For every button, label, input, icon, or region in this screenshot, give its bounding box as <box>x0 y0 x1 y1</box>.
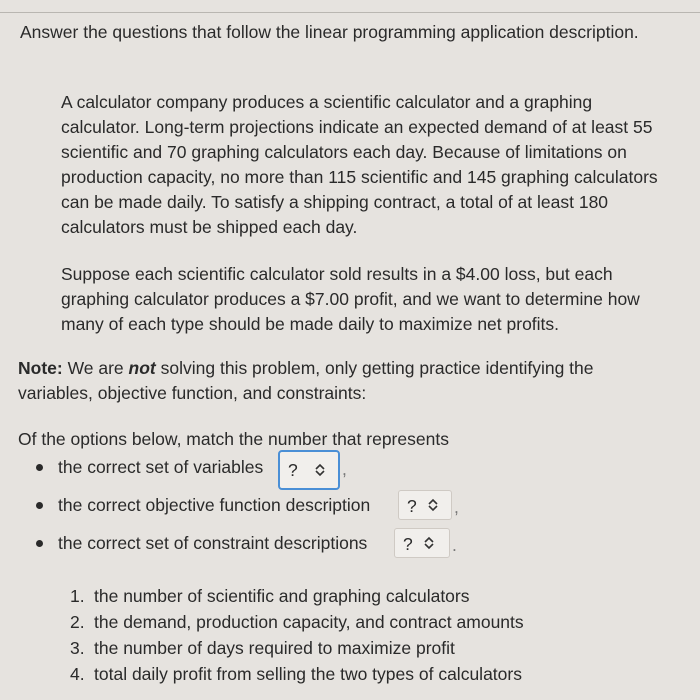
list-item <box>70 583 524 609</box>
punctuation: . <box>452 535 457 555</box>
list-item <box>70 661 524 687</box>
option-number: 4. <box>70 664 85 684</box>
note-emphasis: not <box>128 358 156 378</box>
bullet-label: the correct set of variables <box>58 457 264 477</box>
option-number: 3. <box>70 638 85 658</box>
match-prompt: Of the options below, match the number that represents <box>18 429 449 449</box>
instructions: Answer the questions that follow the linear programming application description. <box>20 22 639 42</box>
bullet-dot <box>36 540 43 547</box>
updown-chevron-icon <box>423 536 435 550</box>
option-text: total daily profit from selling the two types of calculators <box>94 664 522 684</box>
top-divider <box>0 12 700 13</box>
option-number: 2. <box>70 612 85 632</box>
objective-select[interactable] <box>398 490 452 520</box>
constraints-select[interactable] <box>394 528 450 558</box>
updown-chevron-icon <box>427 498 439 512</box>
bullet-dot <box>36 502 43 509</box>
options-list <box>70 583 524 687</box>
updown-chevron-icon <box>314 463 326 477</box>
punctuation: , <box>454 497 459 517</box>
select-value: ? <box>288 460 298 480</box>
option-text: the demand, production capacity, and contract amounts <box>94 612 524 632</box>
variables-select[interactable] <box>278 450 340 490</box>
select-value: ? <box>403 534 413 554</box>
note-label: Note: <box>18 358 63 378</box>
option-text: the number of scientific and graphing calculators <box>94 586 470 606</box>
list-item <box>70 635 524 661</box>
punctuation: , <box>342 459 347 479</box>
option-number: 1. <box>70 586 85 606</box>
problem-paragraph-1: A calculator company produces a scientific calculator and a graphing calculator. Long-term projections indicate an expected demand of at least 55 scientific and 70 graphing calculators each day. Because of limitations on production capacity, no more than 115 scientific and 145 graphing calculators can be made daily. To satisfy a shipping contract, a total of at least 180 calculators must be shipped each day. <box>61 92 658 237</box>
list-item <box>70 609 524 635</box>
problem-paragraph-2: Suppose each scientific calculator sold results in a $4.00 loss, but each graphing calculator produces a $7.00 profit, and we want to determine how many of each type should be made daily to maximize net profits. <box>61 264 640 334</box>
select-value: ? <box>407 496 417 516</box>
note-post: solving this problem, only getting practice identifying the variables, objective function, and constraints: <box>18 358 594 403</box>
bullet-label: the correct set of constraint descriptions <box>58 533 368 553</box>
option-text: the number of days required to maximize profit <box>94 638 455 658</box>
bullet-label: the correct objective function description <box>58 495 371 515</box>
note <box>18 356 668 406</box>
note-pre: We are <box>62 358 129 378</box>
bullet-dot <box>36 464 43 471</box>
